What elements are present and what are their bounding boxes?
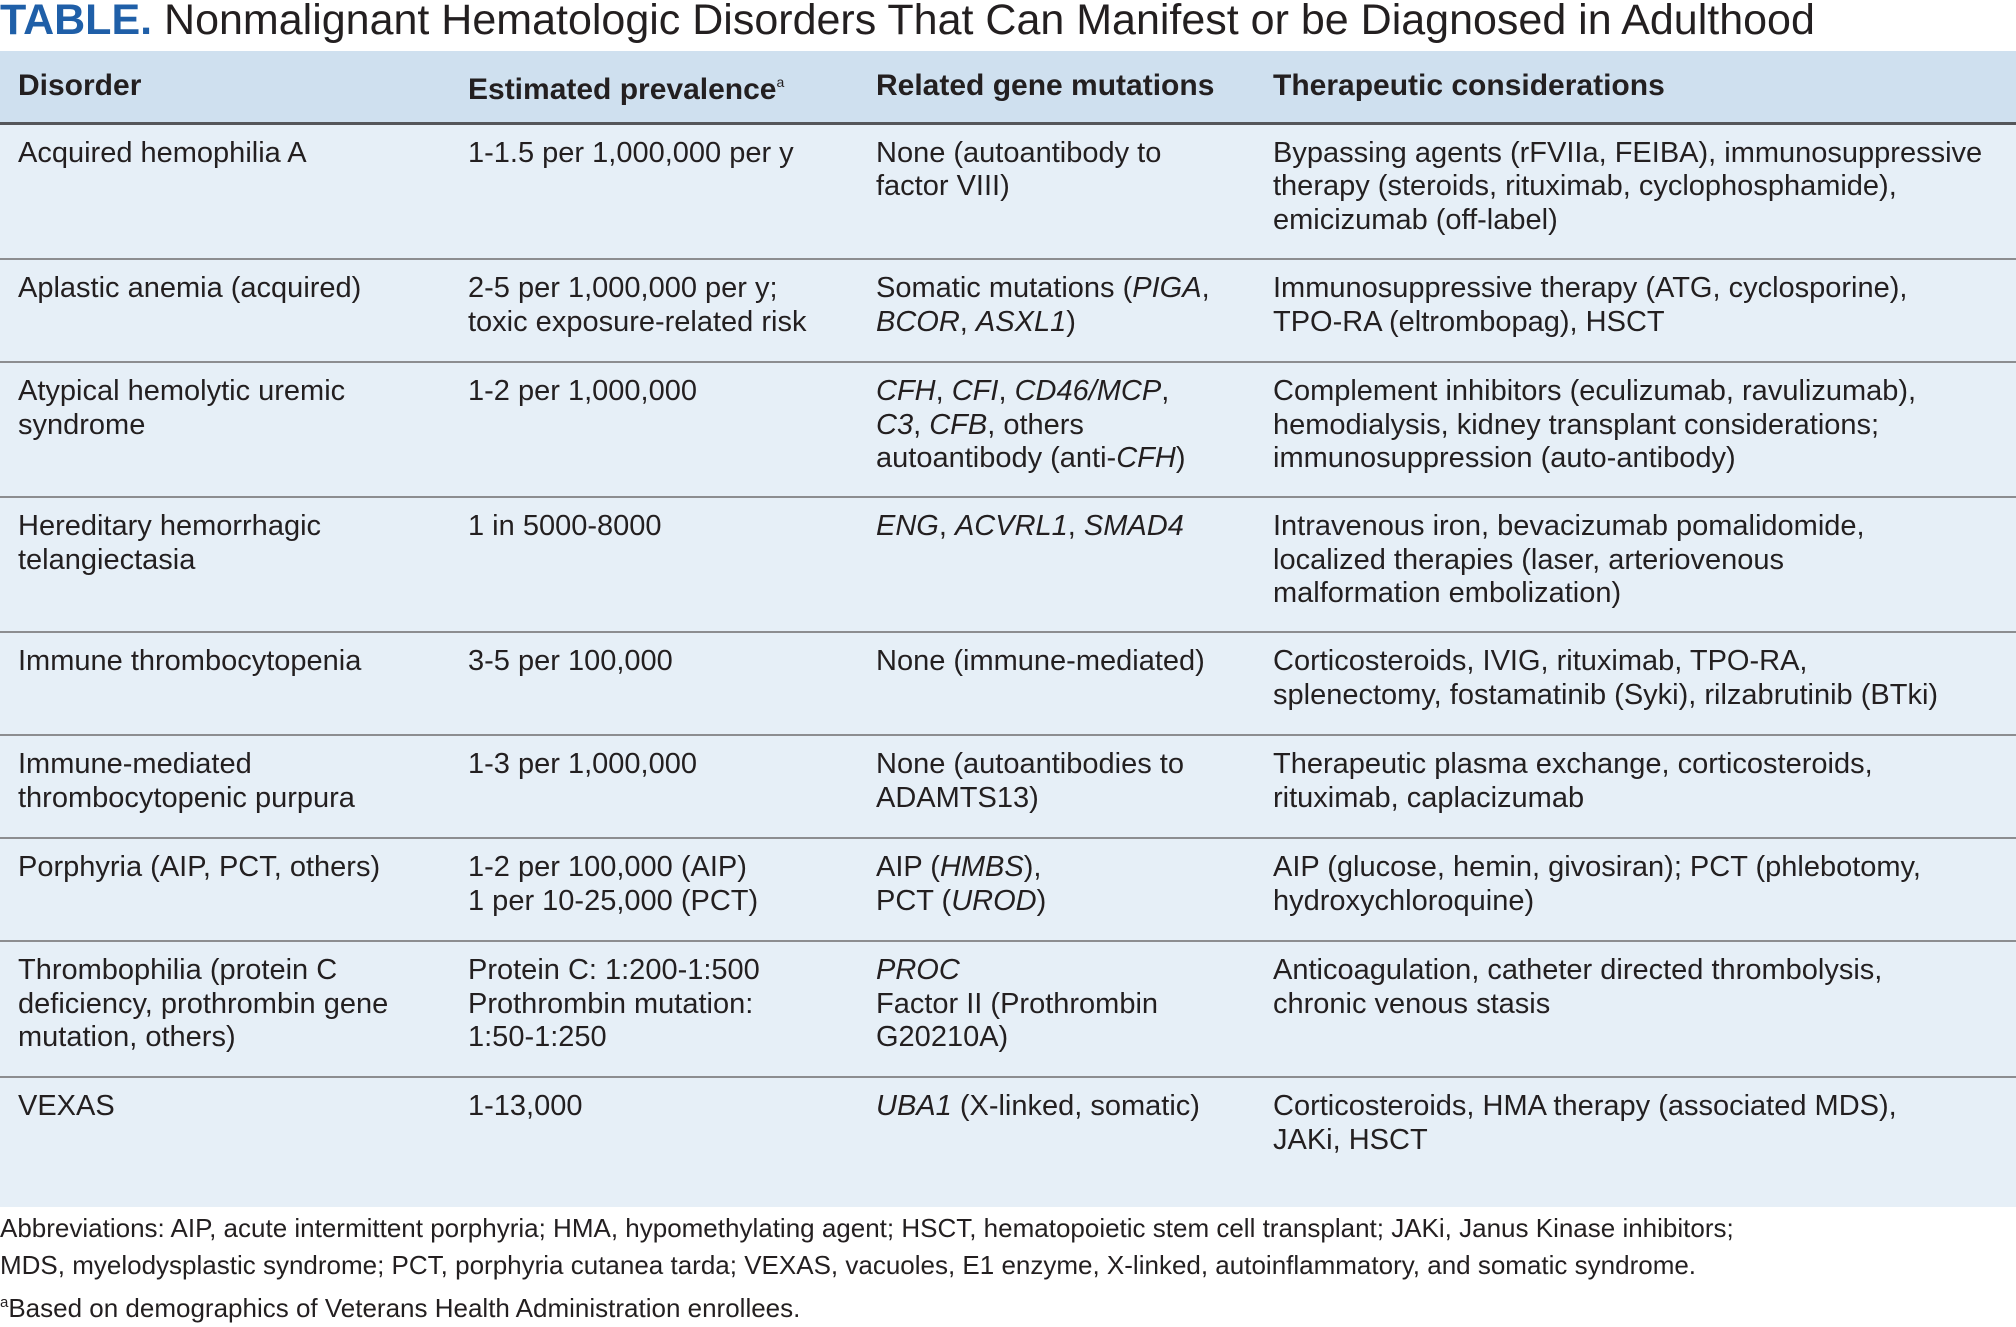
cell-line: telangiectasia [18, 543, 196, 576]
cell-line: immunosuppression (auto-antibody) [1273, 442, 1736, 474]
table-cell-prevalence [450, 497, 858, 632]
cell-line: ENG, ACVRL1, SMAD4 [876, 510, 1184, 542]
cell-line: UBA1 (X-linked, somatic) [876, 1090, 1200, 1122]
table-title [0, 0, 1815, 50]
table-cell-therapy [1255, 838, 2016, 941]
cell-line: Intravenous iron, bevacizumab pomalidomide, [1273, 510, 1865, 542]
table-cell-prevalence [450, 941, 858, 1077]
cell-line: therapy (steroids, rituximab, cyclophosphamide), [1273, 170, 1897, 202]
table-cell-prevalence [450, 1077, 858, 1179]
table-row [0, 497, 2016, 632]
table-cell-prevalence [450, 259, 858, 362]
cell-line: emicizumab (off-label) [1273, 203, 1558, 236]
cell-line: Aplastic anemia (acquired) [18, 272, 362, 304]
cell-line: AIP (HMBS), [876, 851, 1042, 883]
cell-line: Factor II (Prothrombin [876, 987, 1159, 1020]
table-cell-disorder [0, 735, 450, 838]
source-note-marker: a [0, 1294, 9, 1311]
cell-line: VEXAS [18, 1090, 115, 1122]
table-cell-disorder [0, 838, 450, 941]
table-cell-therapy [1255, 941, 2016, 1077]
table-cell-disorder [0, 362, 450, 497]
footnote-marker: a [776, 74, 785, 91]
cell-line: Immune-mediated [18, 748, 252, 780]
cell-line: toxic exposure-related risk [468, 305, 807, 338]
column-header-disorder: Disorder [0, 51, 450, 123]
cell-line: syndrome [18, 408, 146, 441]
cell-line: hemodialysis, kidney transplant considerations; [1273, 408, 1880, 441]
table-row [0, 838, 2016, 941]
table-cell-disorder [0, 941, 450, 1077]
table-header-row [0, 51, 2016, 123]
cell-line: 1-3 per 1,000,000 [468, 748, 697, 780]
cell-line: Thrombophilia (protein C [18, 954, 338, 986]
cell-line: ADAMTS13) [876, 781, 1039, 814]
cell-line: 3-5 per 100,000 [468, 645, 673, 677]
cell-line: Bypassing agents (rFVIIa, FEIBA), immunosuppressive [1273, 136, 1983, 169]
table-cell-genes [858, 941, 1255, 1077]
cell-line: 2-5 per 1,000,000 per y; [468, 272, 778, 304]
table-row [0, 632, 2016, 735]
column-header-prevalence [450, 51, 858, 123]
cell-line: Atypical hemolytic uremic [18, 375, 346, 407]
cell-line: AIP (glucose, hemin, givosiran); PCT (phlebotomy, [1273, 851, 1921, 883]
cell-line: Protein C: 1:200-1:500 [468, 954, 760, 986]
table-footnotes [0, 1210, 2016, 1327]
cell-line: Therapeutic plasma exchange, corticosteroids, [1273, 748, 1873, 780]
table-row [0, 735, 2016, 838]
cell-line: rituximab, caplacizumab [1273, 781, 1585, 814]
table-cell-therapy [1255, 1077, 2016, 1179]
table-cell-genes [858, 362, 1255, 497]
cell-line: PROC [876, 954, 960, 986]
cell-line: 1 per 10-25,000 (PCT) [468, 884, 759, 917]
table-cell-disorder [0, 632, 450, 735]
table-cell-therapy [1255, 735, 2016, 838]
table-cell-prevalence [450, 735, 858, 838]
disorders-table [0, 51, 2016, 1179]
cell-line: Anticoagulation, catheter directed thrombolysis, [1273, 954, 1883, 986]
table-cell-genes [858, 497, 1255, 632]
table-cell-genes [858, 838, 1255, 941]
column-header-genes: Related gene mutations [858, 51, 1255, 123]
table-cell-disorder [0, 1077, 450, 1179]
column-header-therapy: Therapeutic considerations [1255, 51, 2016, 123]
cell-line: G20210A) [876, 1021, 1009, 1053]
table-panel [0, 51, 2016, 1207]
cell-line: Prothrombin mutation: [468, 987, 754, 1020]
cell-line: Hereditary hemorrhagic [18, 510, 322, 542]
table-cell-genes [858, 1077, 1255, 1179]
table-body [0, 123, 2016, 1179]
cell-line: 1:50-1:250 [468, 1021, 607, 1053]
table-cell-genes [858, 632, 1255, 735]
cell-line: Porphyria (AIP, PCT, others) [18, 851, 381, 883]
cell-line: Somatic mutations (PIGA, [876, 272, 1210, 304]
cell-line: thrombocytopenic purpura [18, 781, 355, 814]
table-row [0, 1077, 2016, 1179]
table-cell-prevalence [450, 362, 858, 497]
cell-line: C3, CFB, others [876, 408, 1084, 441]
cell-line: hydroxychloroquine) [1273, 884, 1535, 917]
table-title-text: Nonmalignant Hematologic Disorders That Can Manifest or be Diagnosed in Adulthood [152, 0, 1815, 44]
table-cell-therapy [1255, 497, 2016, 632]
table-cell-prevalence [450, 123, 858, 259]
cell-line: Complement inhibitors (eculizumab, ravulizumab), [1273, 375, 1917, 407]
table-cell-therapy [1255, 123, 2016, 259]
table-row [0, 259, 2016, 362]
cell-line: Corticosteroids, HMA therapy (associated MDS), [1273, 1090, 1897, 1122]
cell-line: deficiency, prothrombin gene [18, 987, 389, 1020]
table-cell-genes [858, 735, 1255, 838]
table-cell-therapy [1255, 632, 2016, 735]
column-header-prevalence-label: Estimated prevalence [468, 73, 777, 107]
cell-line: Immunosuppressive therapy (ATG, cyclosporine), [1273, 272, 1908, 304]
cell-line: None (autoantibody to [876, 136, 1162, 169]
table-cell-prevalence [450, 838, 858, 941]
table-cell-therapy [1255, 259, 2016, 362]
cell-line: TPO-RA (eltrombopag), HSCT [1273, 305, 1665, 338]
source-note-text: Based on demographics of Veterans Health Administration enrollees. [8, 1293, 801, 1323]
cell-line: localized therapies (laser, arteriovenous [1273, 543, 1784, 576]
cell-line: chronic venous stasis [1273, 987, 1551, 1020]
cell-line: PCT (UROD) [876, 884, 1047, 917]
table-row [0, 362, 2016, 497]
cell-line: mutation, others) [18, 1021, 236, 1053]
table-cell-genes [858, 123, 1255, 259]
cell-line: 1 in 5000-8000 [468, 510, 662, 542]
cell-line: 1-1.5 per 1,000,000 per y [468, 136, 794, 169]
cell-line: 1-13,000 [468, 1090, 583, 1122]
cell-line: Immune thrombocytopenia [18, 645, 362, 677]
table-cell-genes [858, 259, 1255, 362]
abbreviations-line-2: MDS, myelodysplastic syndrome; PCT, porphyria cutanea tarda; VEXAS, vacuoles, E1 enzyme, X-linked, autoinflammatory, and somatic syndrome. [0, 1250, 1697, 1280]
cell-line: 1-2 per 1,000,000 [468, 375, 697, 407]
table-cell-disorder [0, 497, 450, 632]
cell-line: splenectomy, fostamatinib (Syki), rilzabrutinib (BTki) [1273, 678, 1939, 711]
cell-line: Corticosteroids, IVIG, rituximab, TPO-RA, [1273, 645, 1808, 677]
cell-line: None (autoantibodies to [876, 748, 1184, 780]
table-title-label: TABLE. [0, 0, 153, 44]
cell-line: JAKi, HSCT [1273, 1123, 1428, 1156]
cell-line: CFH, CFI, CD46/MCP, [876, 375, 1170, 407]
table-cell-disorder [0, 123, 450, 259]
cell-line: BCOR, ASXL1) [876, 305, 1076, 338]
cell-line: Acquired hemophilia A [18, 136, 307, 169]
table-cell-therapy [1255, 362, 2016, 497]
cell-line: autoantibody (anti-CFH) [876, 442, 1186, 474]
abbreviations-line-1: Abbreviations: AIP, acute intermittent porphyria; HMA, hypomethylating agent; HSCT, hematopoietic stem cell transplant; JAKi, Janus Kinase inhibitors; [0, 1213, 1734, 1243]
cell-line: 1-2 per 100,000 (AIP) [468, 851, 747, 883]
cell-line: factor VIII) [876, 170, 1010, 202]
cell-line: malformation embolization) [1273, 577, 1622, 609]
source-note [0, 1284, 2016, 1327]
cell-line: None (immune-mediated) [876, 645, 1205, 677]
table-cell-prevalence [450, 632, 858, 735]
table-row [0, 941, 2016, 1077]
table-cell-disorder [0, 259, 450, 362]
table-row [0, 123, 2016, 259]
